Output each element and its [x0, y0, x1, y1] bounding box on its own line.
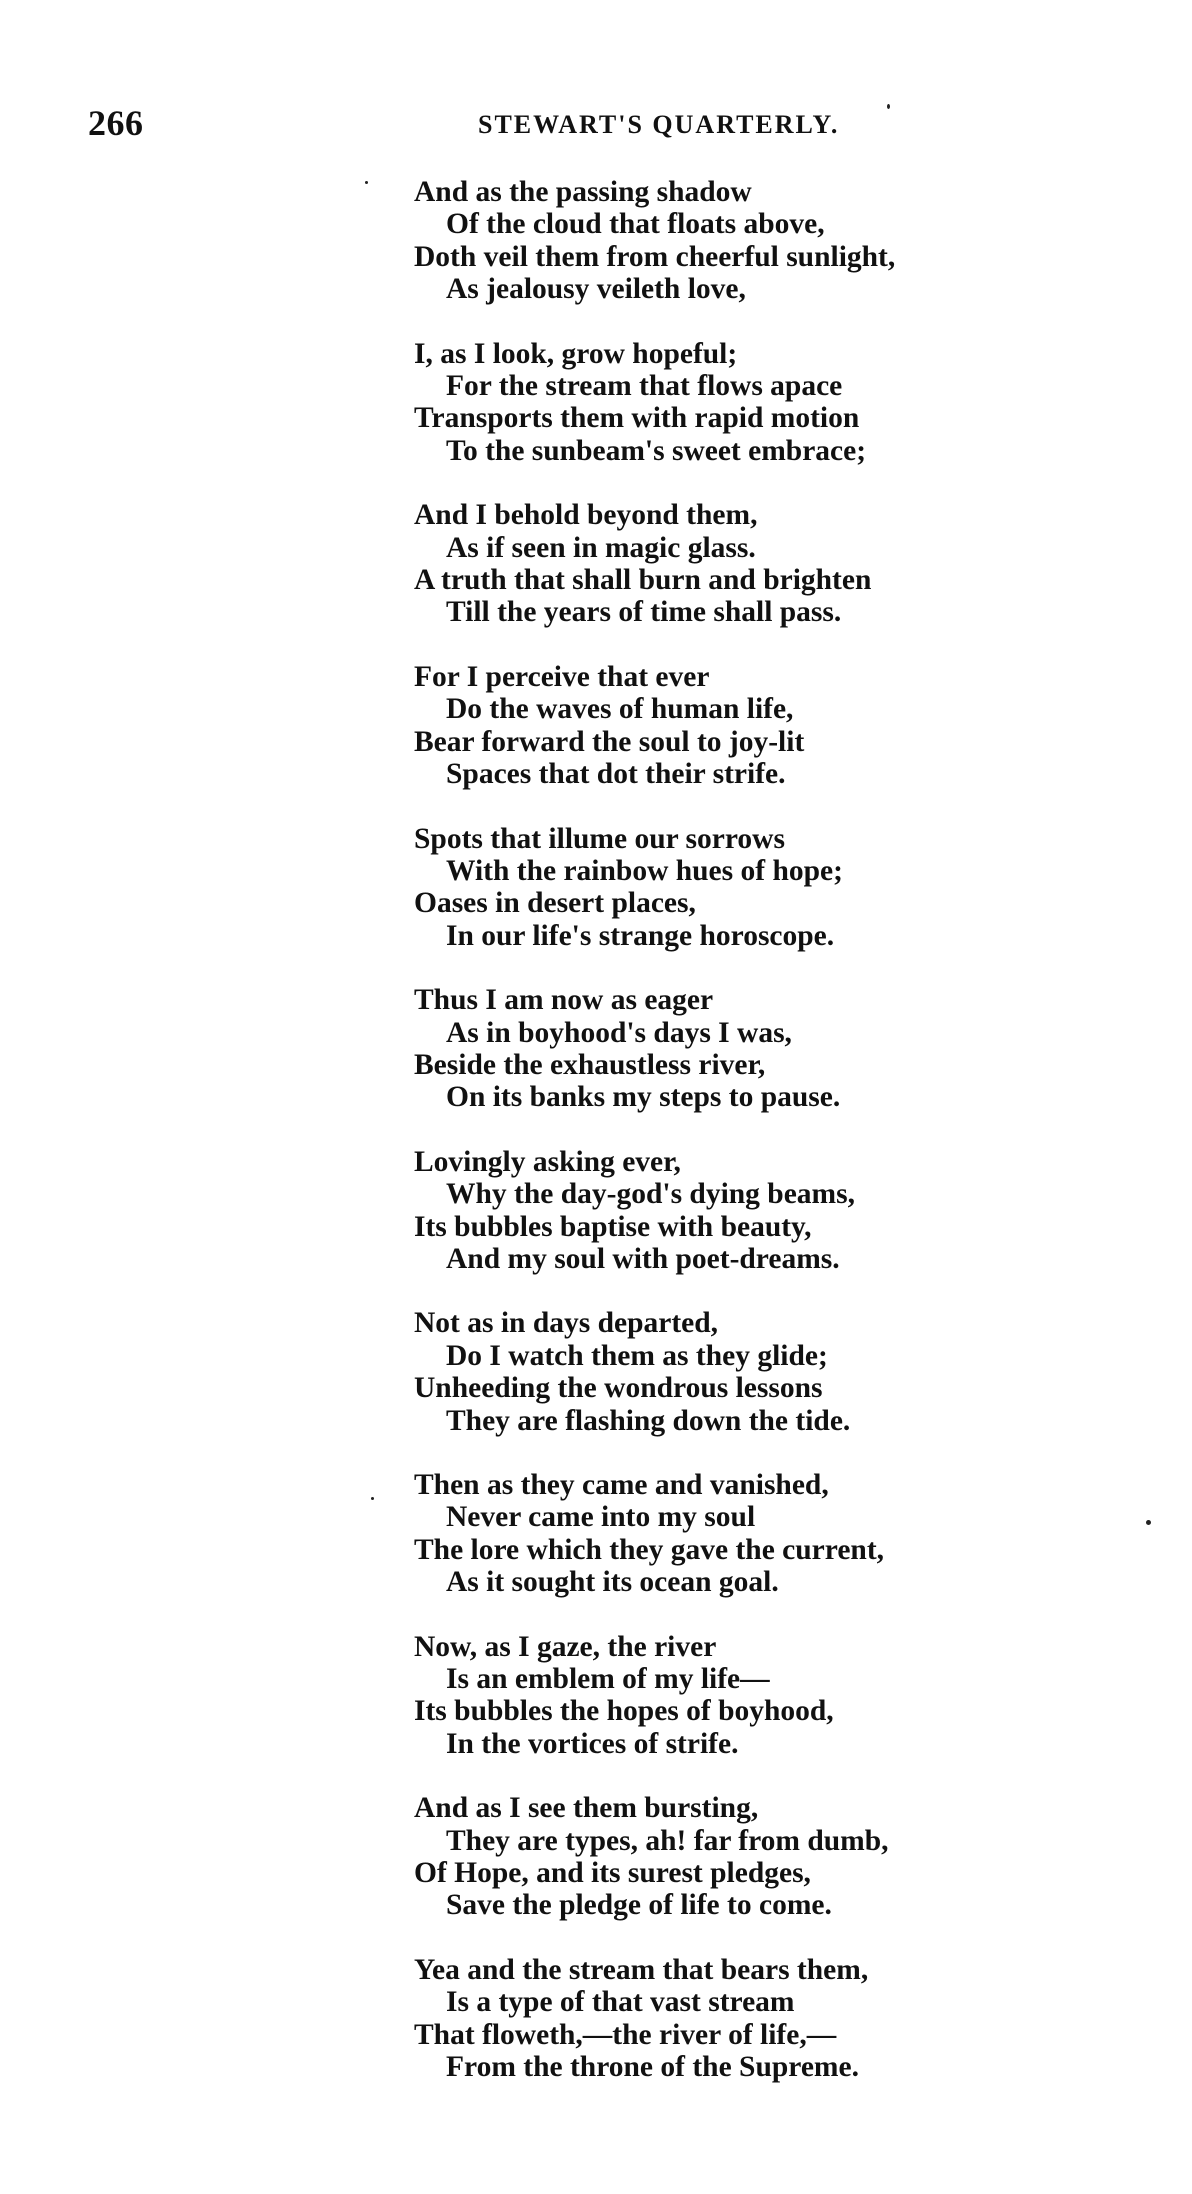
stanza — [414, 499, 1014, 629]
poem-line: Transports them with rapid motion — [414, 402, 860, 435]
print-speck — [371, 1497, 374, 1500]
running-head: STEWART'S QUARTERLY. — [478, 110, 840, 139]
poem-line: Spots that illume our sorrows — [414, 822, 785, 855]
poem-line: That floweth,—the river of life,— — [414, 2018, 837, 2051]
poem-line: In our life's strange horoscope. — [446, 919, 835, 952]
poem-line: As jealousy veileth love, — [446, 273, 746, 306]
poem-line: Spaces that dot their strife. — [446, 758, 786, 791]
poem-line: As it sought its ocean goal. — [446, 1566, 779, 1599]
poem-line: In the vortices of strife. — [446, 1727, 739, 1760]
poem-line: Lovingly asking ever, — [414, 1145, 681, 1178]
poem-line: As in boyhood's days I was, — [446, 1016, 792, 1049]
stanza — [414, 176, 1014, 306]
poem-line: Do I watch them as they glide; — [446, 1339, 828, 1372]
poem-line: Doth veil them from cheerful sunlight, — [414, 240, 896, 273]
poem-line: The lore which they gave the current, — [414, 1533, 885, 1566]
poem-line: Is an emblem of my life— — [446, 1663, 770, 1696]
poem-line: And my soul with poet-dreams. — [446, 1242, 840, 1275]
poem-line: Is a type of that vast stream — [446, 1986, 795, 2019]
poem-line: For I perceive that ever — [414, 660, 710, 693]
print-speck — [887, 104, 890, 109]
poem-line: Why the day-god's dying beams, — [446, 1178, 855, 1211]
stanza — [414, 823, 1014, 953]
poem-line: From the throne of the Supreme. — [446, 2051, 859, 2084]
poem-line: Thus I am now as eager — [414, 984, 714, 1017]
poem-line: Not as in days departed, — [414, 1307, 719, 1340]
stanza — [414, 338, 1014, 468]
poem — [414, 176, 1014, 2116]
stanza — [414, 1469, 1014, 1599]
poem-line: They are flashing down the tide. — [446, 1404, 851, 1437]
poem-line: Oases in desert places, — [414, 887, 696, 920]
poem-line: Then as they came and vanished, — [414, 1469, 829, 1501]
poem-line: Till the years of time shall pass. — [446, 596, 842, 629]
poem-line: I, as I look, grow hopeful; — [414, 337, 738, 370]
stanza — [414, 1307, 1014, 1437]
poem-line: With the rainbow hues of hope; — [446, 854, 843, 887]
poem-line: Never came into my soul — [446, 1501, 756, 1534]
poem-line: And I behold beyond them, — [414, 499, 758, 532]
poem-line: Its bubbles baptise with beauty, — [414, 1210, 812, 1243]
poem-line: As if seen in magic glass. — [446, 531, 756, 564]
stanza — [414, 1146, 1014, 1276]
poem-line: Unheeding the wondrous lessons — [414, 1372, 823, 1405]
poem-line: Its bubbles the hopes of boyhood, — [414, 1695, 834, 1728]
stanza — [414, 1954, 1014, 2084]
poem-line: Yea and the stream that bears them, — [414, 1953, 869, 1986]
poem-line: A truth that shall burn and brighten — [414, 564, 872, 597]
poem-line: And as the passing shadow — [414, 176, 752, 208]
stanza — [414, 1631, 1014, 1761]
poem-line: To the sunbeam's sweet embrace; — [446, 434, 867, 467]
poem-line: And as I see them bursting, — [414, 1792, 759, 1825]
stanza — [414, 1792, 1014, 1922]
stanza — [414, 984, 1014, 1114]
poem-line: Do the waves of human life, — [446, 693, 794, 726]
print-speck — [365, 181, 368, 184]
poem-line: Of the cloud that floats above, — [446, 208, 825, 241]
poem-line: Now, as I gaze, the river — [414, 1630, 717, 1663]
print-speck — [1146, 1520, 1151, 1525]
poem-line: Beside the exhaustless river, — [414, 1048, 766, 1081]
poem-line: Bear forward the soul to joy-lit — [414, 725, 805, 758]
poem-line: On its banks my steps to pause. — [446, 1081, 841, 1114]
poem-line: For the stream that flows apace — [446, 370, 843, 403]
poem-line: Of Hope, and its surest pledges, — [414, 1857, 811, 1890]
poem-line: Save the pledge of life to come. — [446, 1889, 832, 1922]
page-number: 266 — [88, 103, 144, 143]
poem-line: They are types, ah! far from dumb, — [446, 1824, 889, 1857]
stanza — [414, 661, 1014, 791]
